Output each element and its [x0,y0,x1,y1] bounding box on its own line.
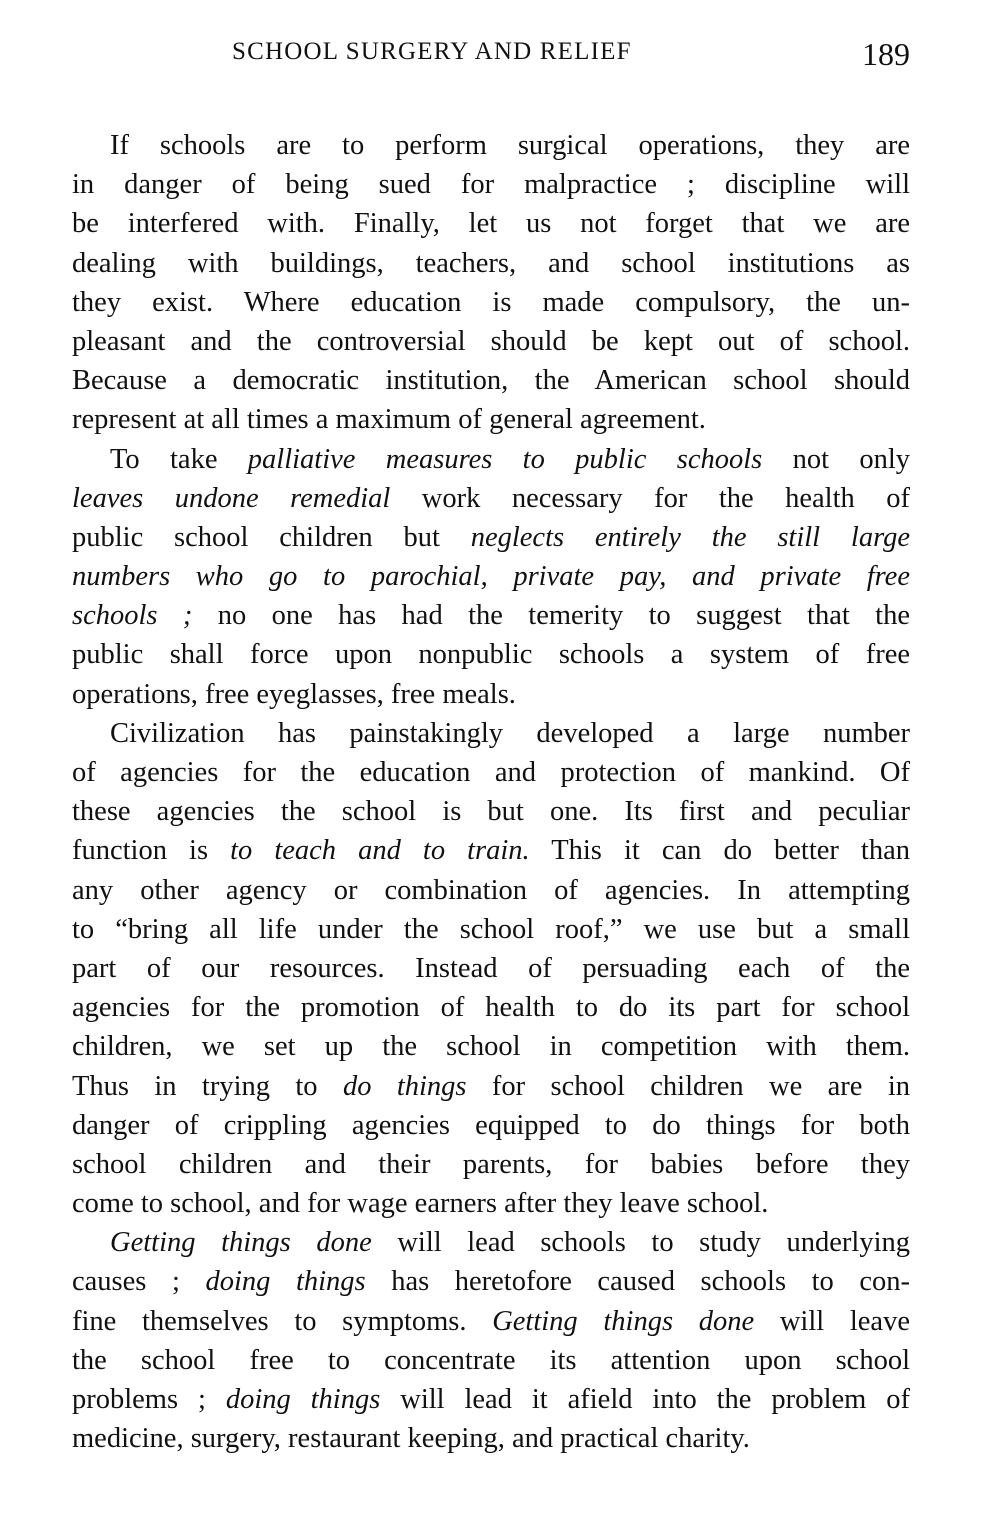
italic-text: schools ; [72,600,193,632]
text-line [72,753,910,792]
page-number: 189 [862,36,910,72]
text-run: no one has had the temerity to suggest that the [192,600,910,632]
text-run: will lead schools to study underlying [371,1227,910,1259]
text-run: danger of crippling agencies equipped to do things for both [72,1109,910,1141]
text-line [72,1145,910,1184]
text-run: pleasant and the controversial should be kept out of school. [72,325,910,357]
italic-text: neglects entirely the still large [470,521,910,553]
italic-text: do things [342,1070,467,1102]
text-line [72,479,910,518]
text-run: fine themselves to symptoms. [72,1305,493,1337]
text-line [72,1380,910,1419]
text-line [72,949,910,988]
text-run: Thus in trying to [72,1070,343,1102]
text-line [72,1184,910,1223]
text-run: the school free to concentrate its attention upon school [72,1344,910,1376]
text-line [72,1341,910,1380]
italic-text: palliative measures to public schools [247,443,763,475]
text-line [72,322,910,361]
text-run: work necessary for the health of [390,482,910,514]
text-line [72,635,910,674]
text-run: has heretofore caused schools to con- [365,1266,910,1298]
text-line [72,204,910,243]
text-run: public shall force upon nonpublic schools a system of free [72,639,910,671]
text-run: will lead it afield into the problem of [380,1384,910,1415]
text-line [72,675,910,714]
text-run: in danger of being sued for malpractice ; discipline will [72,169,910,201]
running-head-title: SCHOOL SURGERY AND RELIEF [232,38,632,65]
text-run: be interfered with. Finally, let us not forget that we are [72,208,910,240]
text-run: they exist. Where education is made compulsory, the un- [72,286,910,318]
paragraph [72,714,910,1223]
text-run: children, we set up the school in competition with them. [72,1031,910,1063]
text-line [72,1223,910,1262]
text-run: these agencies the school is but one. Its first and peculiar [72,796,910,828]
italic-text: leaves undone remedial [72,482,391,514]
paragraph [72,126,910,440]
italic-text: Getting things done [110,1227,372,1259]
text-line [72,596,910,635]
text-line [72,244,910,283]
text-run: dealing with buildings, teachers, and school institutions as [72,247,910,279]
text-line [72,1027,910,1066]
text-line [72,126,910,165]
text-run: medicine, surgery, restaurant keeping, and practical charity. [72,1423,750,1455]
paragraph [72,1223,910,1458]
italic-text: Getting things done [492,1305,755,1337]
text-line [72,165,910,204]
body-text [72,126,910,1458]
paragraph [72,440,910,714]
text-run: Because a democratic institution, the American school should [72,365,910,397]
text-line [72,283,910,322]
text-run: for school children we are in [466,1070,910,1102]
text-run: school children and their parents, for babies before they [72,1148,910,1180]
text-line [72,361,910,400]
italic-text: doing things [205,1266,366,1298]
text-run: any other agency or combination of agencies. In attempting [72,874,910,906]
text-run: will leave [754,1305,910,1337]
text-line [72,400,910,439]
text-line [72,1262,910,1301]
text-line [72,1106,910,1145]
text-line [72,910,910,949]
text-run: operations, free eyeglasses, free meals. [72,678,516,710]
italic-text: doing things [225,1384,381,1415]
text-run: causes ; [72,1266,206,1298]
text-run: to “bring all life under the school roof,” we use but a small [72,913,910,945]
text-run: function is [72,835,231,867]
text-run: problems ; [72,1384,226,1415]
text-line [72,1067,910,1106]
text-line [72,1302,910,1341]
italic-text: to teach and to train. [230,835,530,867]
text-line [72,714,910,753]
text-run: represent at all times a maximum of general agreement. [72,404,706,436]
text-run: To take [110,443,248,475]
text-line [72,792,910,831]
text-run: This it can do better than [529,835,910,867]
text-run: of agencies for the education and protection of mankind. Of [72,757,910,788]
text-line [72,440,910,479]
text-run: come to school, and for wage earners after they leave school. [72,1188,769,1220]
text-run: part of our resources. Instead of persuading each of the [72,952,910,984]
text-line [72,518,910,557]
text-line [72,871,910,910]
text-run: agencies for the promotion of health to do its part for school [72,992,910,1024]
text-line [72,557,910,596]
italic-text: numbers who go to parochial, private pay, and private free [72,561,910,593]
text-line [72,1419,910,1458]
text-run: Civilization has painstakingly developed a large number [110,717,910,749]
text-line [72,988,910,1027]
text-run: public school children but [72,521,471,553]
text-line [72,831,910,870]
text-run: If schools are to perform surgical operations, they are [110,130,910,161]
text-run: not only [762,443,910,475]
